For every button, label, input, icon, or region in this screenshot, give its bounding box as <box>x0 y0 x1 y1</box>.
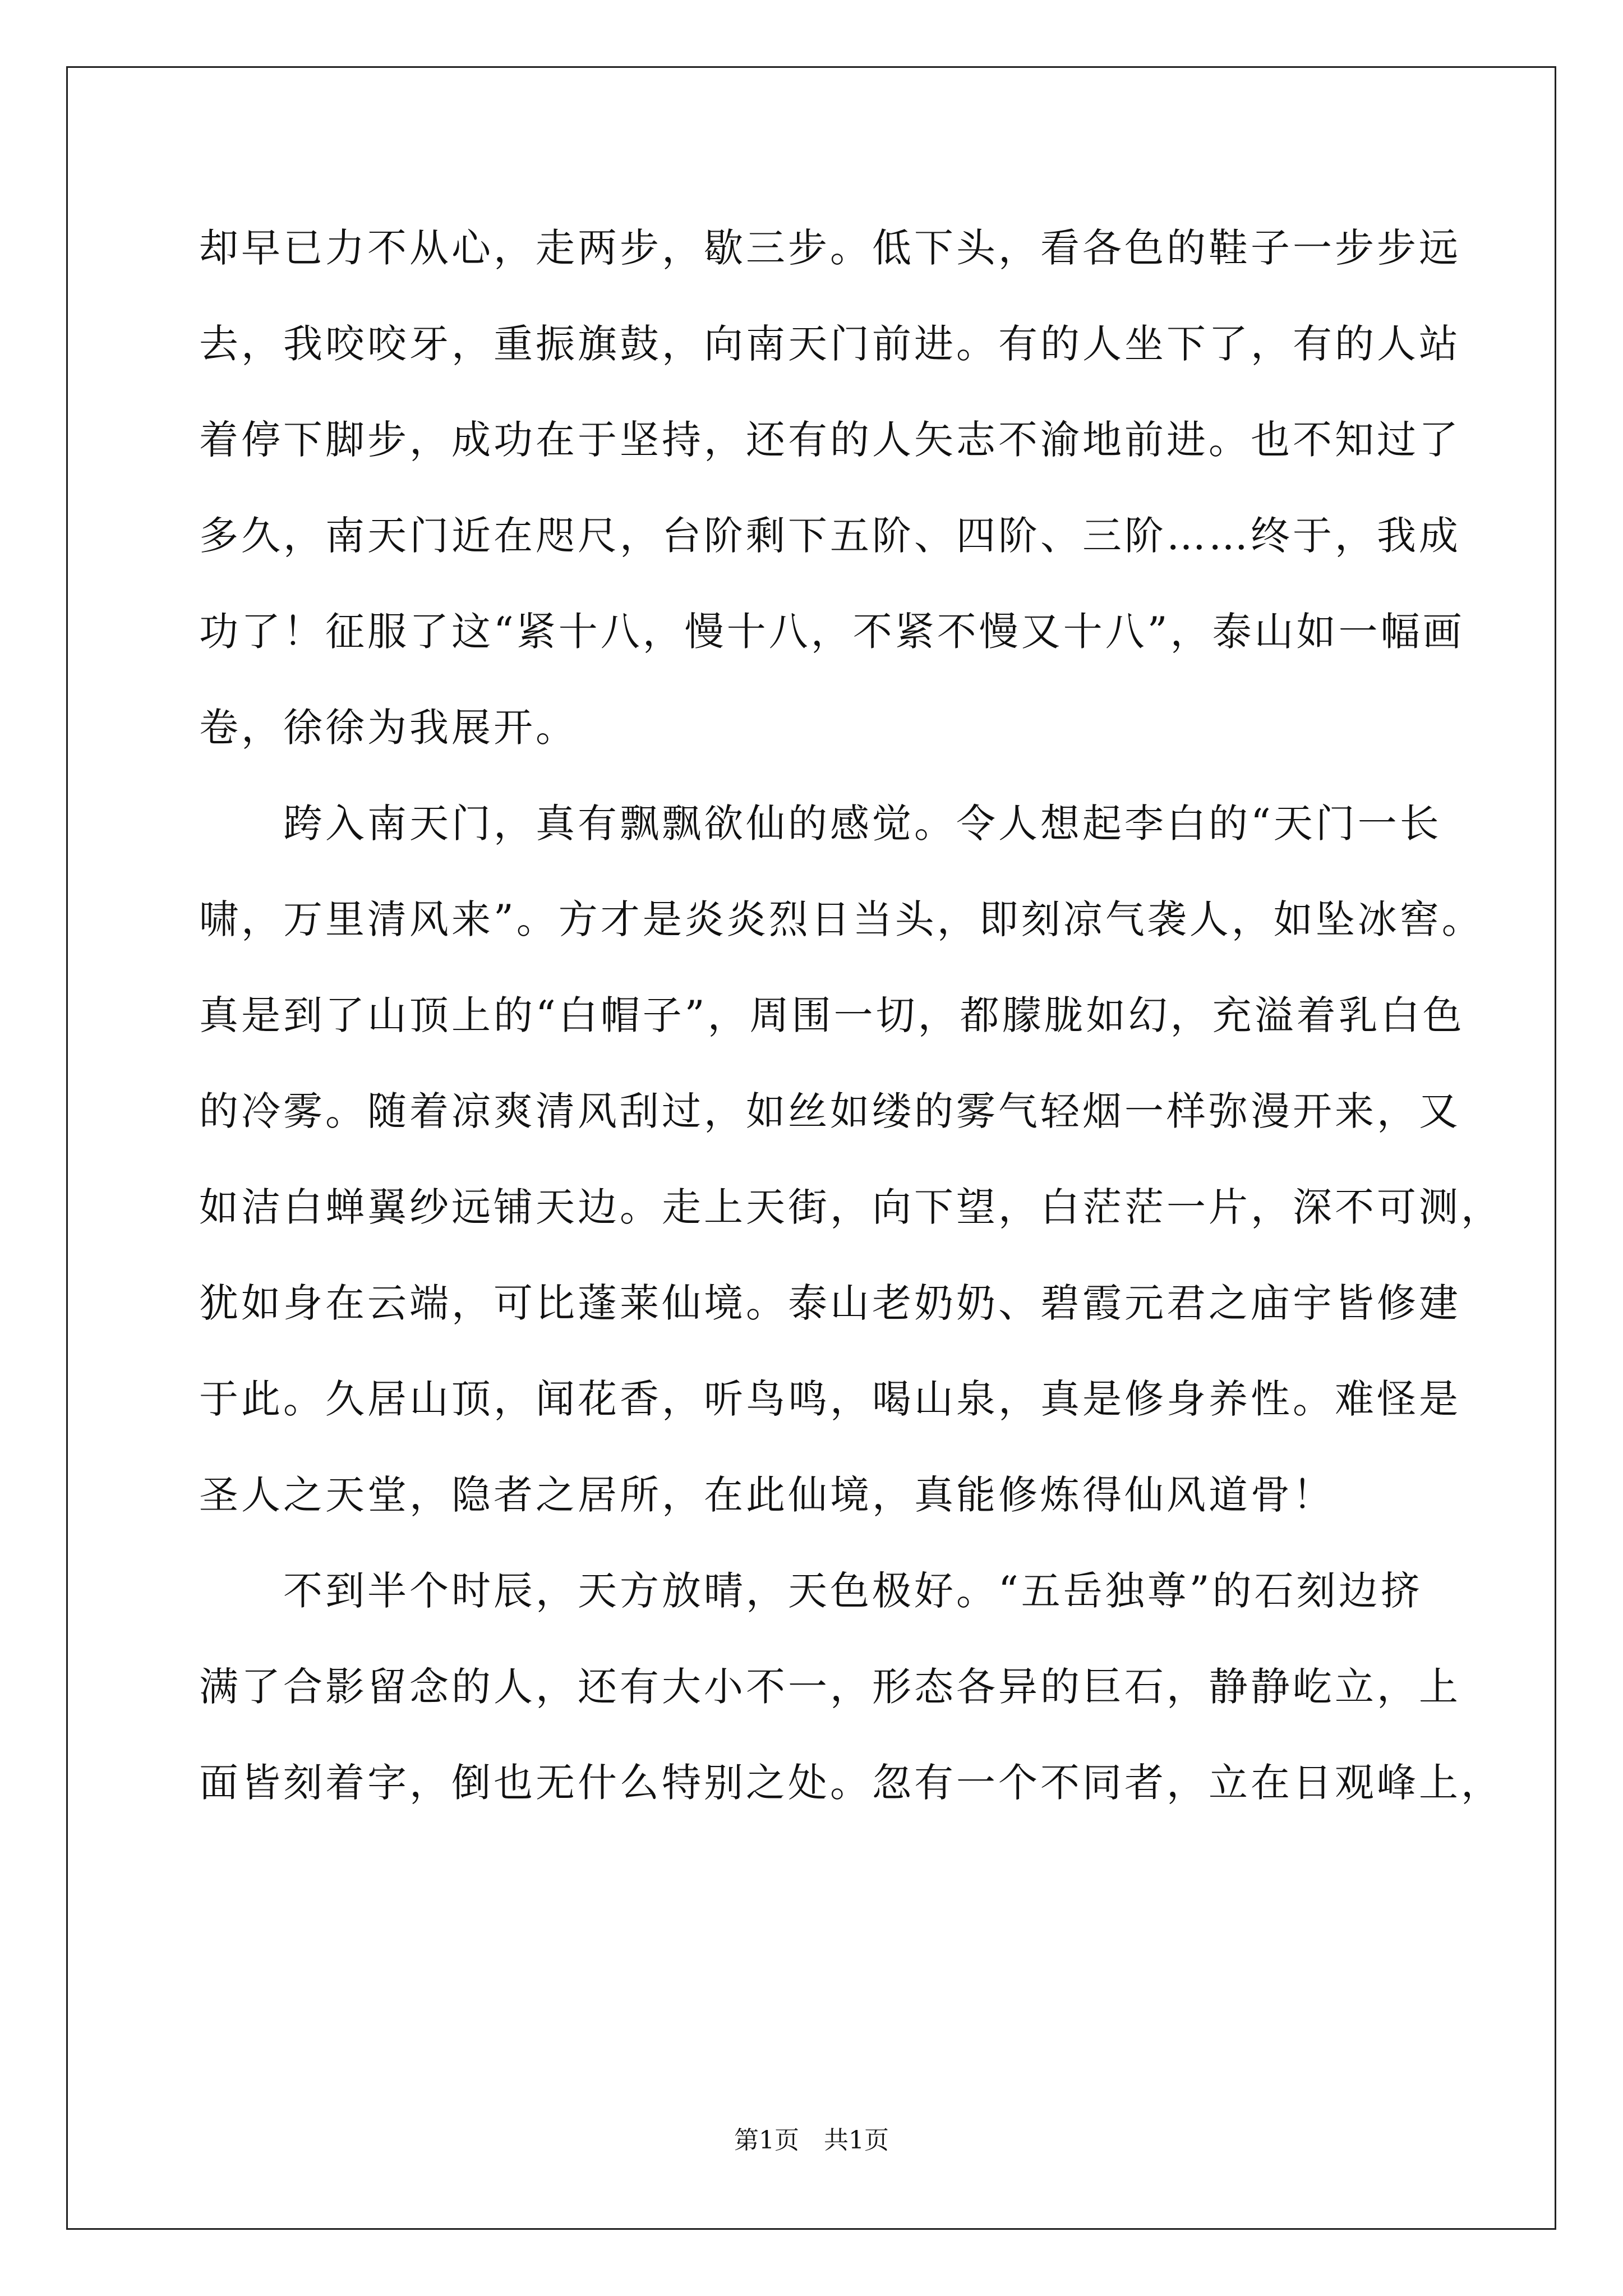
text-line: 满了合影留念的人，还有大小不一，形态各异的巨石，静静屹立，上 <box>199 1664 1461 1710</box>
text-line: 真是到了山顶上的“白帽子”，周围一切，都朦胧如幻，充溢着乳白色 <box>199 992 1465 1038</box>
text-line: 着停下脚步，成功在于坚持，还有的人矢志不渝地前进。也不知过了 <box>199 417 1461 463</box>
text-line: 卷，徐徐为我展开。 <box>199 705 578 751</box>
text-line: 却早已力不从心，走两步，歇三步。低下头，看各色的鞋子一步步远 <box>199 225 1461 271</box>
text-line: 面皆刻着字，倒也无什么特别之处。忽有一个不同者，立在日观峰上， <box>199 1760 1503 1806</box>
text-line: 犹如身在云端，可比蓬莱仙境。泰山老奶奶、碧霞元君之庙宇皆修建 <box>199 1280 1461 1326</box>
text-line: 跨入南天门，真有飘飘欲仙的感觉。令人想起李白的“天门一长 <box>199 800 1442 846</box>
text-line: 的冷雾。随着凉爽清风刮过，如丝如缕的雾气轻烟一样弥漫开来，又 <box>199 1088 1461 1134</box>
document-body <box>199 218 1503 1848</box>
text-line: 多久，南天门近在咫尺，台阶剩下五阶、四阶、三阶……终于，我成 <box>199 513 1461 559</box>
text-line: 功了！征服了这“紧十八，慢十八，不紧不慢又十八”，泰山如一幅画 <box>199 609 1465 655</box>
page-footer: 第1页 共1页 <box>734 2126 889 2155</box>
text-line: 去，我咬咬牙，重振旗鼓，向南天门前进。有的人坐下了，有的人站 <box>199 321 1461 367</box>
text-line: 圣人之天堂，隐者之居所，在此仙境，真能修炼得仙风道骨！ <box>199 1472 1335 1518</box>
text-line: 于此。久居山顶，闻花香，听鸟鸣，喝山泉，真是修身养性。难怪是 <box>199 1376 1461 1422</box>
text-line: 不到半个时辰，天方放晴，天色极好。“五岳独尊”的石刻边挤 <box>199 1568 1423 1614</box>
text-line: 如洁白蝉翼纱远铺天边。走上天街，向下望，白茫茫一片，深不可测， <box>199 1184 1503 1230</box>
text-line: 啸，万里清风来”。方才是炎炎烈日当头，即刻凉气袭人，如坠冰窖。 <box>199 896 1484 942</box>
